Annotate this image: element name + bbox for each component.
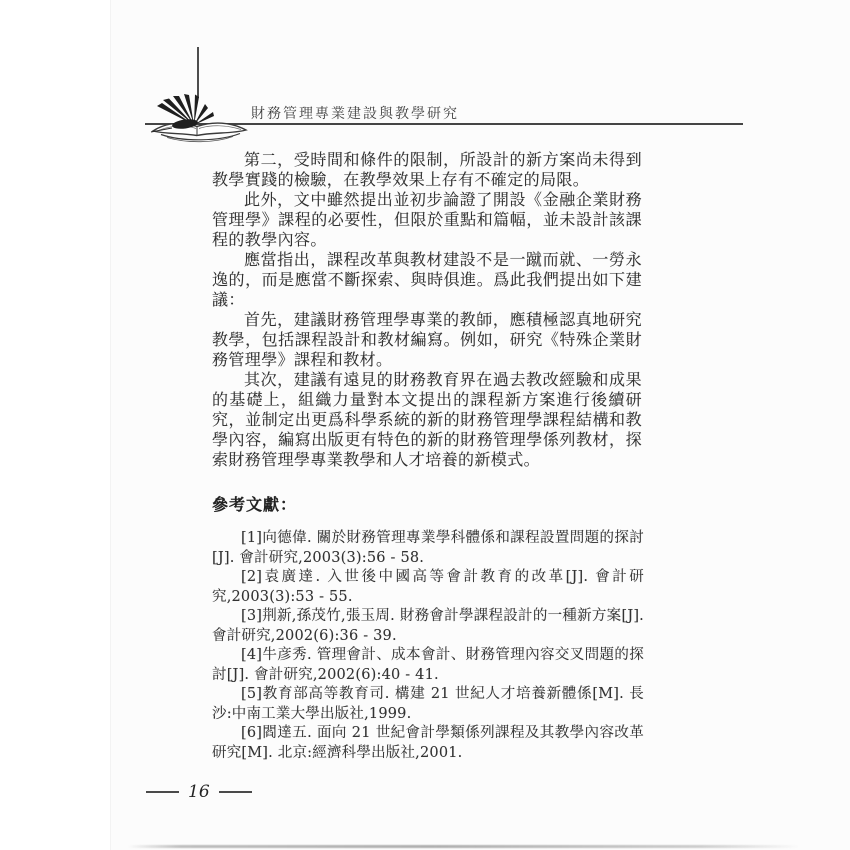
references-section	[212, 492, 644, 763]
reference-item-3: [3]荆新,孫茂竹,張玉周. 財務會計學課程設計的一種新方案[J]. 會計研究,2002(6):36 - 39.	[212, 608, 644, 644]
reference-item-1: [1]向德偉. 關於財務管理專業學科體係和課程設置問題的探討[J]. 會計研究,2003(3):56 - 58.	[212, 530, 644, 566]
reference-item-5: [5]教育部高等教育司. 構建 21 世紀人才培養新體係[M]. 長沙:中南工業大學出版社,1999.	[212, 686, 644, 722]
paragraph-2: 此外，文中雖然提出並初步論證了開設《金融企業財務管理學》課程的必要性，但限於重點和篇幅，並未設計該課程的教學內容。	[212, 190, 642, 249]
references-heading: 參考文獻：	[212, 495, 298, 514]
body-text-block	[212, 150, 642, 470]
footer-dash-right	[219, 791, 252, 793]
page-number: 16	[188, 782, 210, 802]
logo-vertical-line	[197, 47, 199, 98]
reference-item-4: [4]牛彦秀. 管理會計、成本會計、財務管理內容交叉問題的探討[J]. 會計研究,2002(6):40 - 41.	[212, 647, 644, 683]
paragraph-3: 應當指出，課程改革與教材建設不是一蹴而就、一勞永逸的，而是應當不斷探索、與時俱進。爲此我們提出如下建議：	[212, 250, 642, 309]
running-head-title: 財務管理專業建設與教學研究	[251, 106, 459, 122]
reference-item-6: [6]閻達五. 面向 21 世紀會計學類係列課程及其教學內容改革研究[M]. 北京:經濟科學出版社,2001.	[212, 725, 644, 761]
book-quill-logo-icon	[147, 92, 257, 144]
scan-edge-shadow	[128, 845, 800, 848]
footer-dash-left	[146, 791, 179, 793]
page-number-footer	[146, 782, 252, 802]
paragraph-5: 其次，建議有遠見的財務教育界在過去教改經驗和成果的基礎上，組織力量對本文提出的課程新方案進行後續研究，並制定出更爲科學系統的新的財務管理學課程結構和教學內容，編寫出版更有特色的新的財務管理學係列教材，探索財務管理學專業教學和人才培養的新模式。	[212, 370, 642, 469]
reference-item-2: [2]袁廣達. 入世後中國高等會計教育的改革[J]. 會計研究,2003(3):53 - 55.	[212, 569, 644, 605]
paragraph-1: 第二，受時間和條件的限制，所設計的新方案尚未得到教學實踐的檢驗，在教學效果上存有不確定的局限。	[212, 150, 642, 189]
paragraph-4: 首先，建議財務管理學專業的教師，應積極認真地研究教學，包括課程設計和教材編寫。例如，研究《特殊企業財務管理學》課程和教材。	[212, 310, 642, 369]
